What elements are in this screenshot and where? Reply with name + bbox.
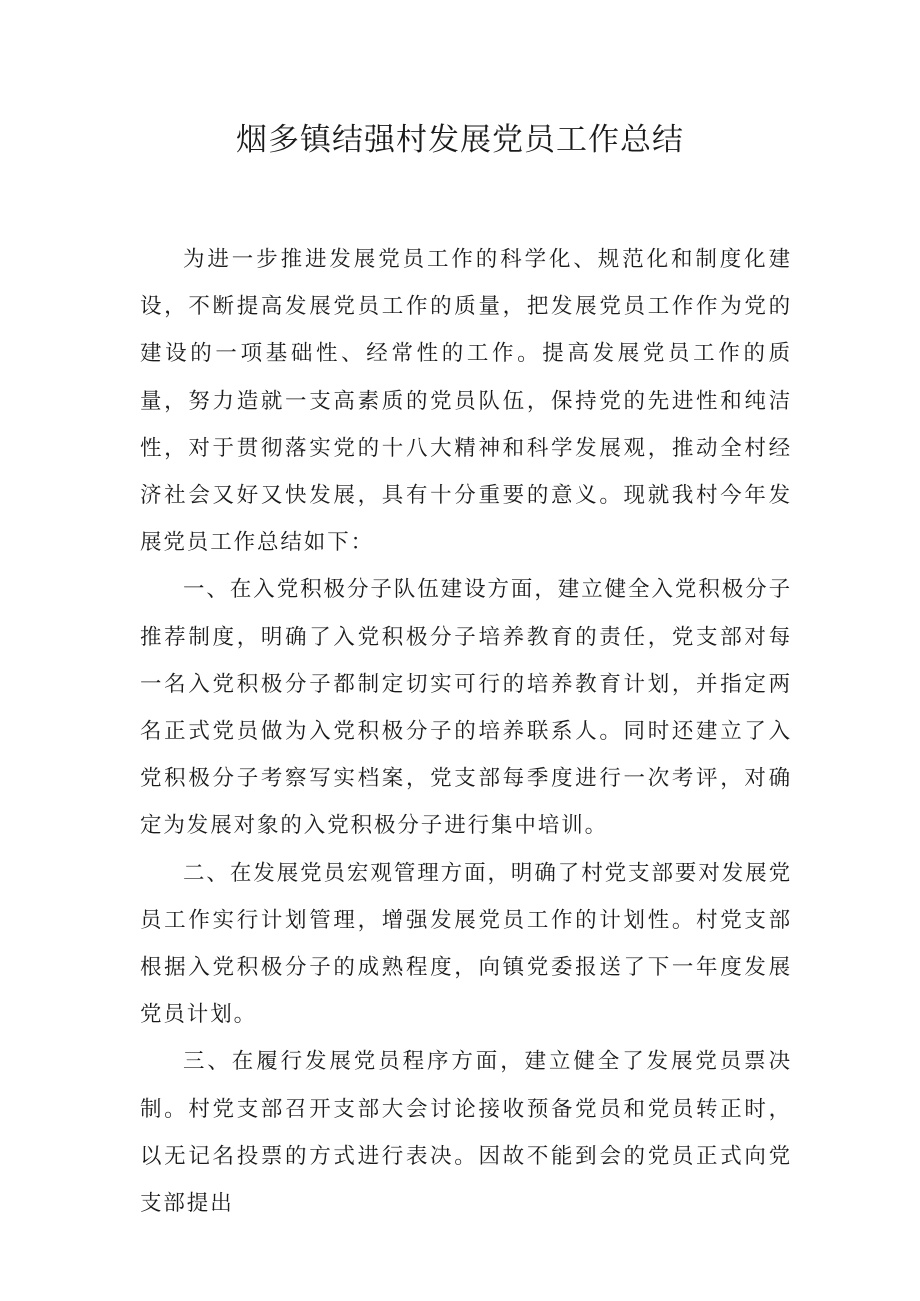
paragraph-macro-management: 二、在发展党员宏观管理方面，明确了村党支部要对发展党员工作实行计划管理，增强发展党员工作的计划性。村党支部根据入党积极分子的成熟程度，向镇党委报送了下一年度发展党员计划。 — [140, 860, 792, 1028]
document-body — [140, 236, 792, 1227]
paragraph-procedure: 三、在履行发展党员程序方面，建立健全了发展党员票决制。村党支部召开支部大会讨论接收预备党员和党员转正时，以无记名投票的方式进行表决。因故不能到会的党员正式向党支部提出 — [140, 1049, 792, 1217]
paragraph-activist-team: 一、在入党积极分子队伍建设方面，建立健全入党积极分子推荐制度，明确了入党积极分子培养教育的责任，党支部对每一名入党积极分子都制定切实可行的培养教育计划，并指定两名正式党员做为入党积极分子的培养联系人。同时还建立了入党积极分子考察写实档案，党支部每季度进行一次考评，对确定为发展对象的入党积极分子进行集中培训。 — [140, 577, 792, 839]
paragraph-intro: 为进一步推进发展党员工作的科学化、规范化和制度化建设，不断提高发展党员工作的质量，把发展党员工作作为党的建设的一项基础性、经常性的工作。提高发展党员工作的质量，努力造就一支高素质的党员队伍，保持党的先进性和纯洁性，对于贯彻落实党的十八大精神和科学发展观，推动全村经济社会又好又快发展，具有十分重要的意义。现就我村今年发展党员工作总结如下： — [140, 247, 792, 556]
document-title: 烟多镇结强村发展党员工作总结 — [236, 122, 684, 158]
